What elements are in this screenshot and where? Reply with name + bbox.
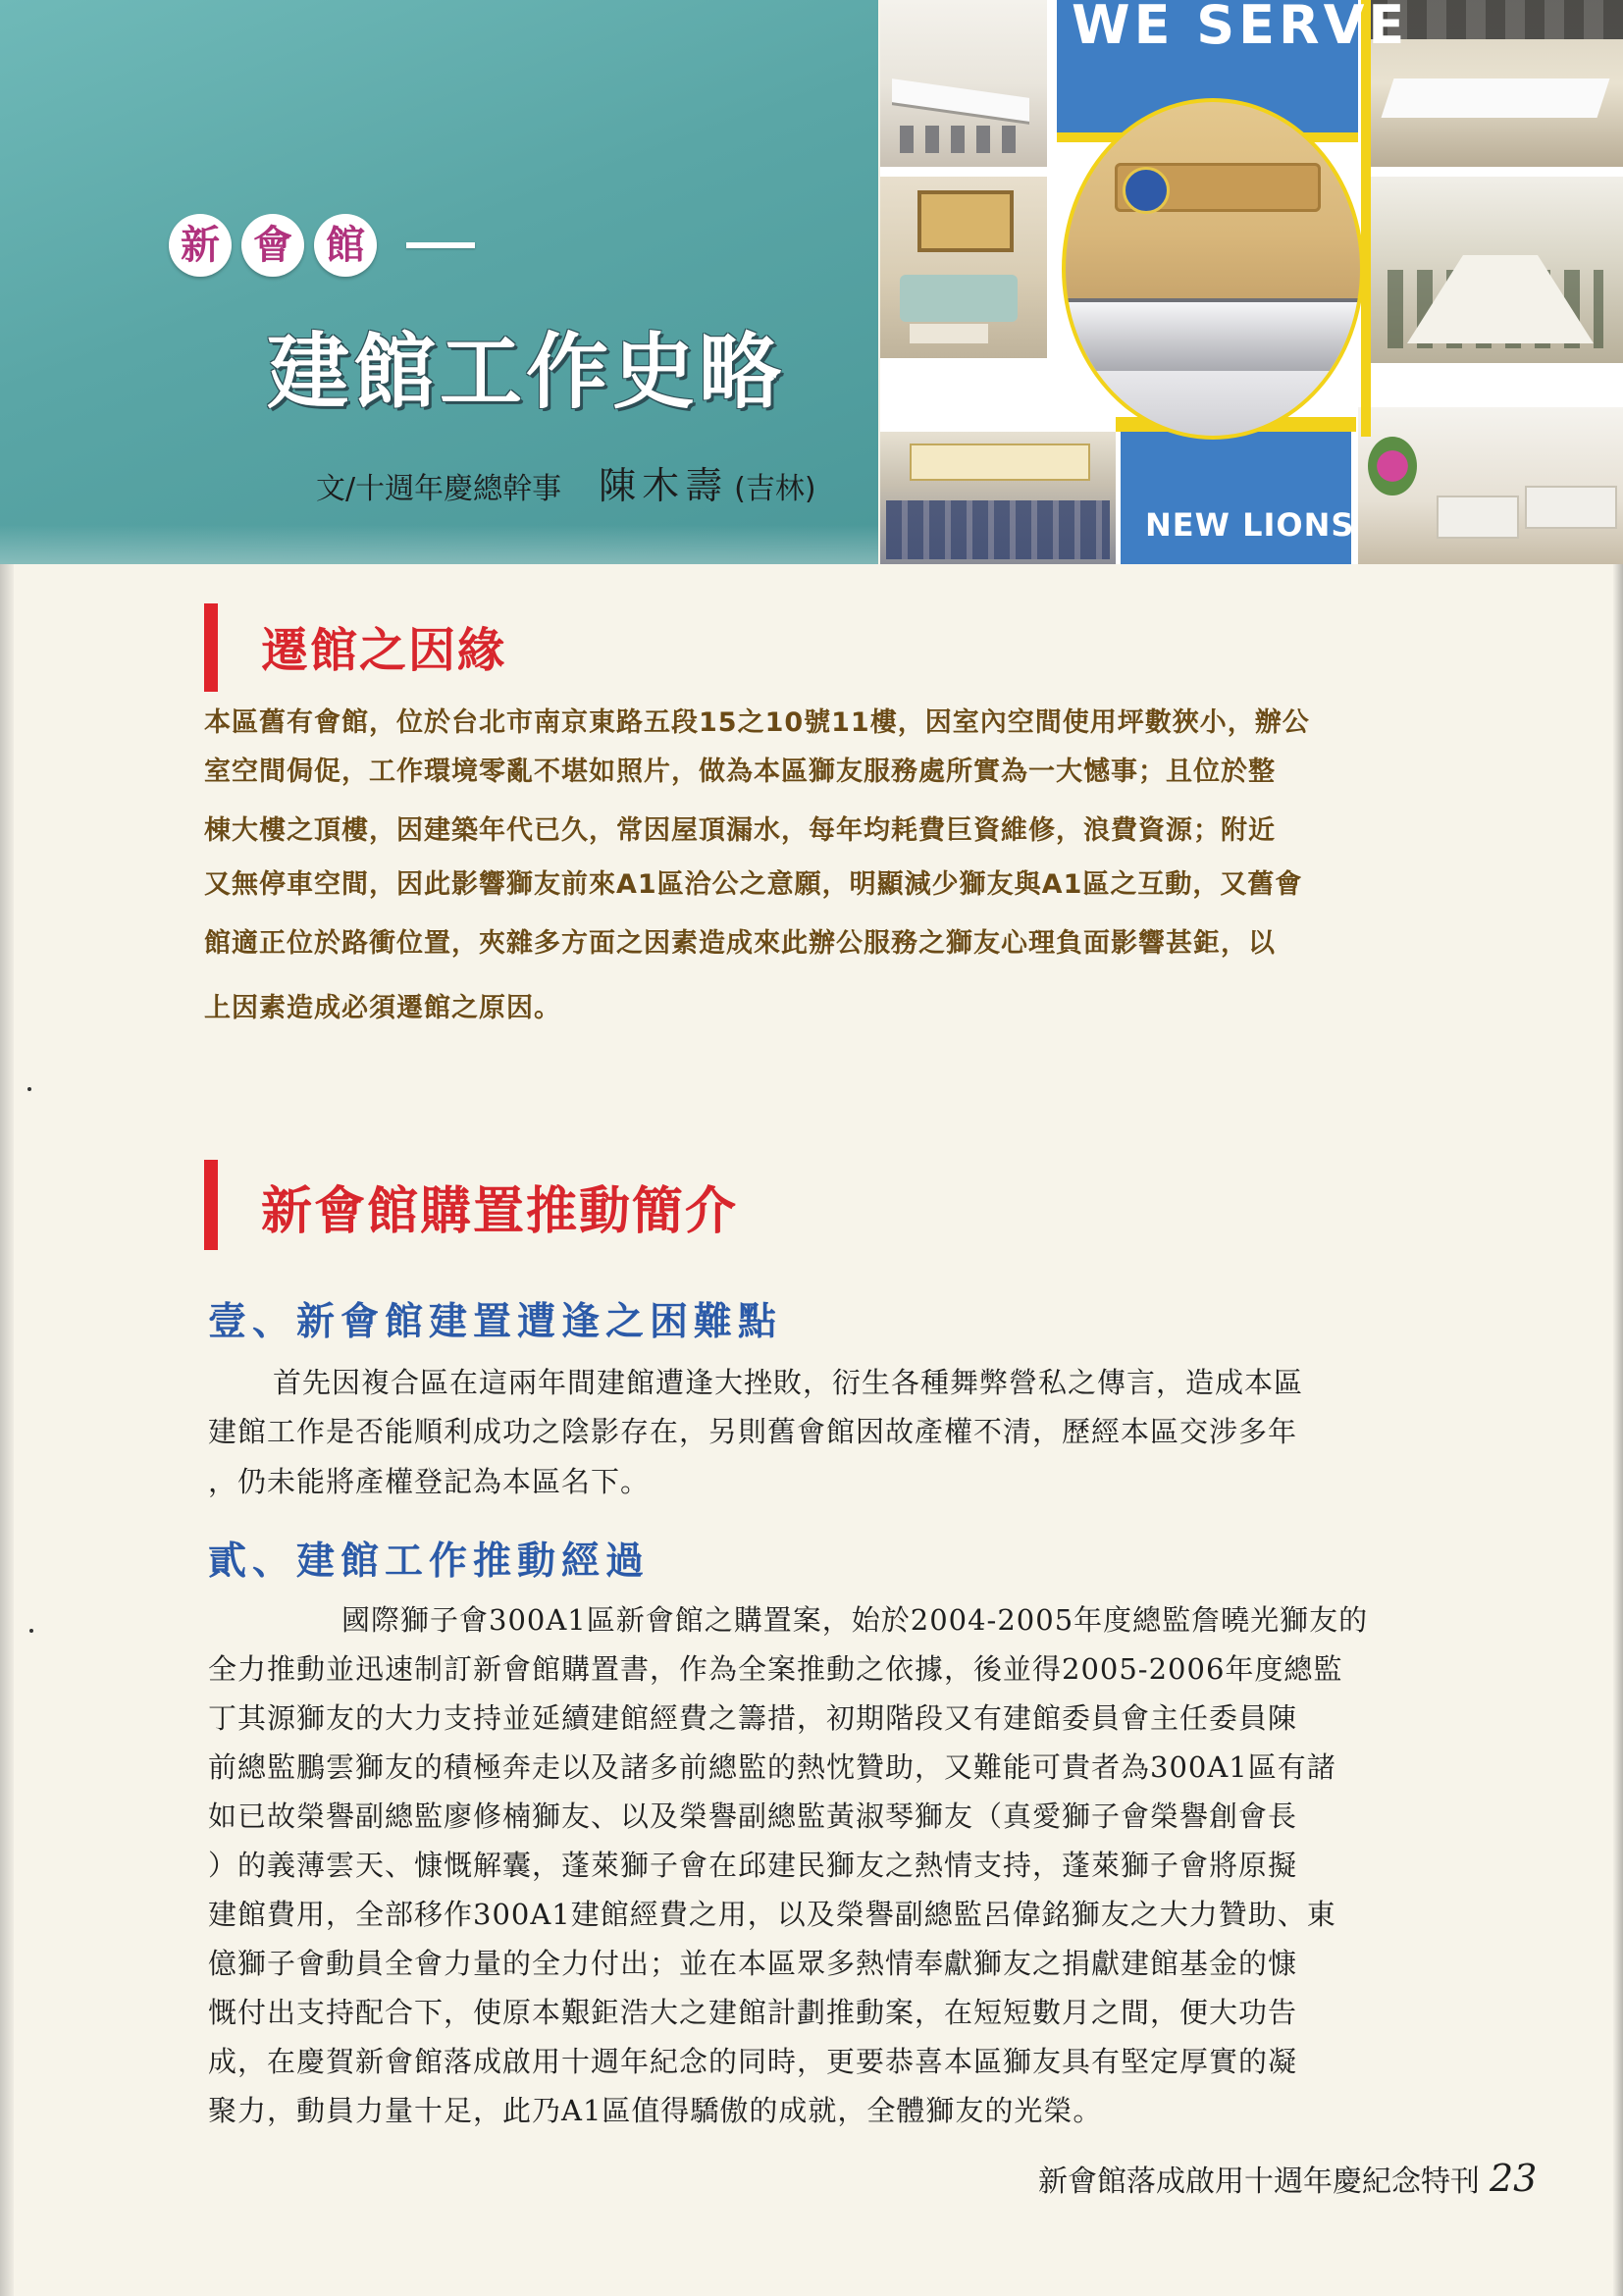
body-line: 成，在慶賀新會館落成啟用十週年紀念的同時，更要恭喜本區獅友具有堅定厚實的凝 (208, 2045, 1298, 2078)
photo-lounge (880, 177, 1047, 358)
page-title: 建館工作史略 (267, 323, 786, 420)
kicker (169, 214, 475, 277)
body-line: 全力推動並迅速制訂新會館購置書，作為全案推動之依據，後並得2005-2006年度總監 (208, 1652, 1343, 1686)
publication-title: 新會館落成啟用十週年慶紀念特刊 (1038, 2165, 1480, 2199)
sub-heading-progress: 貳、建館工作推動經過 (208, 1539, 651, 1584)
body-line: 棟大樓之頂樓，因建築年代已久，常因屋頂漏水，每年均耗費巨資維修，浪費資源；附近 (204, 815, 1276, 846)
section-marker (204, 1160, 218, 1250)
photo-assembly-hall (880, 432, 1116, 564)
kicker-char-1: 新 (169, 214, 232, 277)
byline-prefix: 文/十週年慶總幹事 (316, 472, 562, 506)
byline-author-alias: (吉林) (734, 472, 816, 506)
section-marker (204, 603, 218, 692)
body-line: 室空間侷促，工作環境零亂不堪如照片，做為本區獅友服務處所實為一大憾事；且位於整 (204, 757, 1276, 787)
section-heading-purchase: 新會館購置推動簡介 (261, 1182, 739, 1241)
page-number: 23 (1490, 2157, 1538, 2200)
body-line: 聚力，動員力量十足，此乃A1區值得驕傲的成就，全體獅友的光榮。 (208, 2094, 1103, 2127)
header-band (0, 0, 878, 564)
body-line: 如已故榮譽副總監廖修楠獅友、以及榮譽副總監黃淑琴獅友（真愛獅子會榮譽創會長 (208, 1800, 1298, 1833)
photo-meeting-room (880, 0, 1047, 167)
collage-frame (1361, 0, 1371, 437)
body-line: 館適正位於路衝位置，夾雜多方面之因素造成來此辦公服務之獅友心理負面影響甚鉅，以 (204, 928, 1276, 959)
body-line: ）的義薄雲天、慷慨解囊，蓬萊獅子會在邱建民獅友之熱情支持，蓬萊獅子會將原擬 (208, 1849, 1298, 1882)
photo-reception-counter (1062, 98, 1364, 440)
body-line: 國際獅子會300A1區新會館之購置案，始於2004-2005年度總監詹曉光獅友的 (341, 1603, 1369, 1637)
we-serve-text: WE SERVE (1072, 0, 1409, 56)
body-line: 上因素造成必須遷館之原因。 (204, 993, 561, 1023)
photo-reception-room (1358, 407, 1623, 564)
byline (316, 455, 816, 509)
photo-collage (880, 0, 1623, 564)
scan-speck (27, 1087, 31, 1091)
kicker-char-2: 會 (241, 214, 304, 277)
section-heading-relocation: 遷館之因緣 (261, 623, 507, 678)
page-footer (1038, 2157, 1537, 2200)
body-line: 本區舊有會館，位於台北市南京東路五段15之10號11樓，因室內空間使用坪數狹小，辦公 (204, 707, 1310, 738)
body-line: 建館費用，全部移作300A1建館經費之用，以及榮譽副總監呂偉銘獅友之大力贊助、東 (208, 1898, 1336, 1931)
byline-author-name: 陳木壽 (599, 464, 729, 507)
body-line: 前總監鵬雲獅友的積極奔走以及諸多前總監的熱忱贊助，又難能可貴者為300A1區有諸 (208, 1750, 1336, 1784)
lions-logo-icon (1123, 167, 1170, 214)
scan-speck (29, 1629, 33, 1633)
body-line: 建館工作是否能順利成功之陰影存在，另則舊會館因故產權不清，歷經本區交涉多年 (208, 1415, 1298, 1448)
photo-conference-room (1368, 177, 1623, 363)
sub-heading-difficulties: 壹、新會館建置遭逢之困難點 (208, 1299, 783, 1344)
body-line: 又無停車空間，因此影響獅友前來A1區洽公之意願，明顯減少獅友與A1區之互動，又舊會 (204, 869, 1303, 900)
body-line: 首先因複合區在這兩年間建館遭逢大挫敗，衍生各種舞弊營私之傳言，造成本區 (273, 1366, 1304, 1399)
body-line: ，仍未能將產權登記為本區名下。 (208, 1465, 651, 1498)
kicker-char-3: 館 (314, 214, 377, 277)
kicker-dash (406, 242, 475, 248)
body-line: 慨付出支持配合下，使原本艱鉅浩大之建館計劃推動案，在短短數月之間，便大功告 (208, 1996, 1298, 2029)
body-line: 丁其源獅友的大力支持並延續建館經費之籌措，初期階段又有建館委員會主任委員陳 (208, 1701, 1298, 1735)
new-lions-panel (1121, 432, 1351, 564)
body-line: 億獅子會動員全會力量的全力付出；並在本區眾多熱情奉獻獅友之捐獻建館基金的慷 (208, 1947, 1298, 1980)
new-lions-text: NEW LIONS (1145, 506, 1355, 544)
